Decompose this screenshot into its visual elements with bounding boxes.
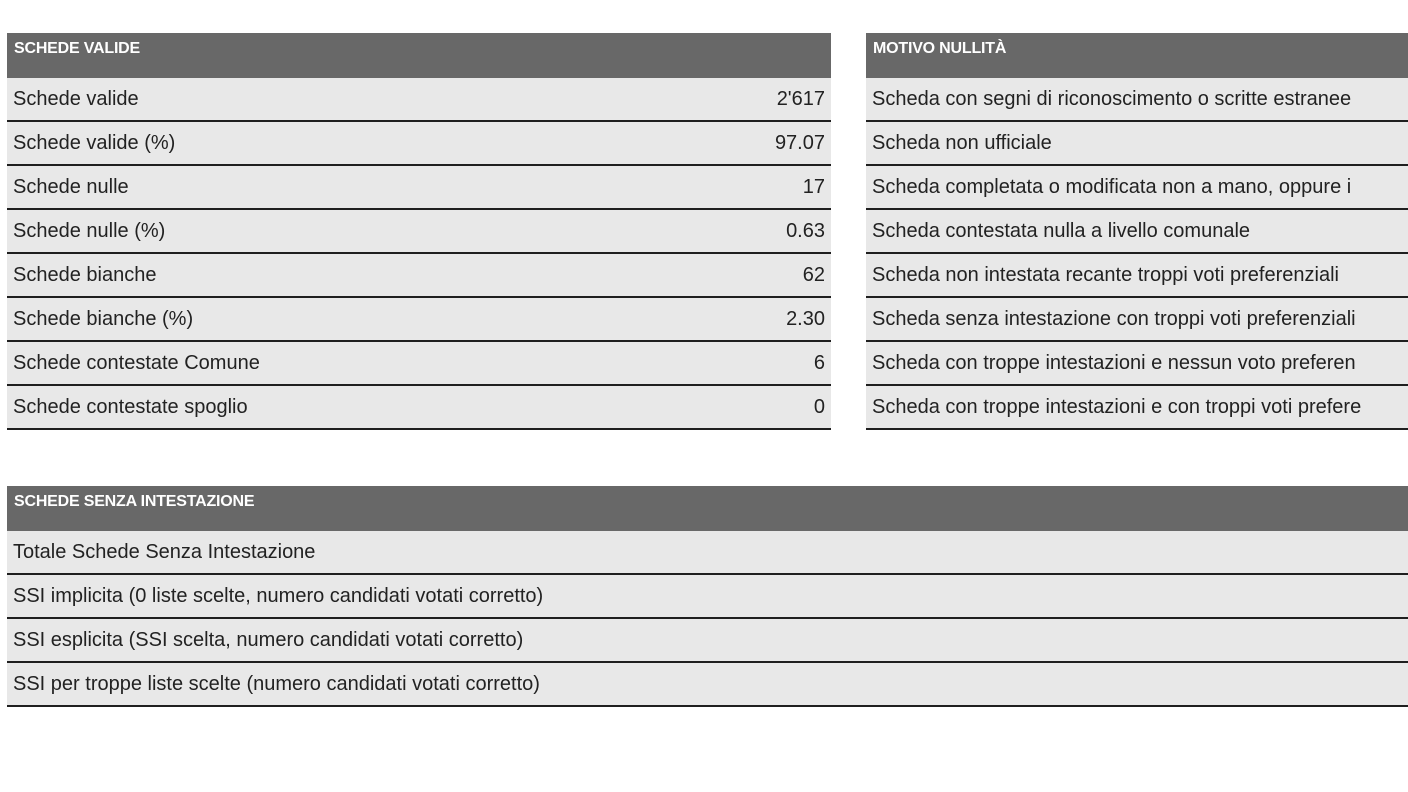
row-label: Schede valide bbox=[13, 87, 139, 110]
row-label: Scheda contestata nulla a livello comunale bbox=[872, 219, 1251, 242]
row-value: 0.63 bbox=[786, 219, 825, 242]
table-row bbox=[866, 122, 1408, 166]
row-label: Schede bianche (%) bbox=[13, 307, 194, 330]
row-value: 2'617 bbox=[776, 87, 825, 110]
row-label: Schede bianche bbox=[13, 263, 157, 286]
row-label: Schede contestate spoglio bbox=[13, 395, 248, 418]
row-label: Schede valide (%) bbox=[13, 131, 176, 154]
motivo-nullita-header: MOTIVO NULLITÀ bbox=[866, 33, 1408, 78]
table-row bbox=[7, 166, 831, 210]
row-label: Scheda non intestata recante troppi voti preferenziali bbox=[872, 263, 1339, 286]
row-label: SSI esplicita (SSI scelta, numero candidati votati corretto) bbox=[13, 628, 524, 651]
motivo-nullita-table bbox=[866, 33, 1408, 430]
row-label: Scheda con troppe intestazioni e nessun voto preferen bbox=[872, 351, 1356, 374]
table-row bbox=[7, 78, 831, 122]
row-label: Scheda con segni di riconoscimento o scritte estranee bbox=[872, 87, 1352, 110]
table-row bbox=[7, 619, 1408, 663]
table-row bbox=[7, 210, 831, 254]
row-label: SSI implicita (0 liste scelte, numero candidati votati corretto) bbox=[13, 584, 544, 607]
table-row bbox=[866, 254, 1408, 298]
row-label: Totale Schede Senza Intestazione bbox=[13, 540, 316, 563]
row-label: Scheda senza intestazione con troppi voti preferenziali bbox=[872, 307, 1356, 330]
row-label: SSI per troppe liste scelte (numero candidati votati corretto) bbox=[13, 672, 540, 695]
table-row bbox=[7, 575, 1408, 619]
table-row bbox=[866, 342, 1408, 386]
row-label: Schede nulle bbox=[13, 175, 129, 198]
row-value: 2.30 bbox=[786, 307, 825, 330]
table-row bbox=[866, 298, 1408, 342]
table-row bbox=[866, 386, 1408, 430]
row-value: 0 bbox=[813, 395, 825, 418]
row-value: 62 bbox=[802, 263, 825, 286]
table-row bbox=[7, 254, 831, 298]
schede-senza-intestazione-header: SCHEDE SENZA INTESTAZIONE bbox=[7, 486, 1408, 531]
table-row bbox=[866, 78, 1408, 122]
table-row bbox=[7, 663, 1408, 707]
schede-valide-table bbox=[7, 33, 831, 430]
schede-senza-intestazione-table bbox=[7, 486, 1408, 707]
table-row bbox=[7, 342, 831, 386]
schede-valide-header: SCHEDE VALIDE bbox=[7, 33, 831, 78]
table-row bbox=[7, 386, 831, 430]
row-label: Scheda con troppe intestazioni e con troppi voti prefere bbox=[872, 395, 1362, 418]
table-row bbox=[7, 298, 831, 342]
table-row bbox=[866, 166, 1408, 210]
row-label: Schede nulle (%) bbox=[13, 219, 166, 242]
row-value: 17 bbox=[802, 175, 825, 198]
table-row bbox=[7, 531, 1408, 575]
row-value: 97.07 bbox=[774, 131, 825, 154]
table-row bbox=[866, 210, 1408, 254]
row-label: Scheda completata o modificata non a mano, oppure i bbox=[872, 175, 1352, 198]
table-row bbox=[7, 122, 831, 166]
row-label: Schede contestate Comune bbox=[13, 351, 260, 374]
row-value: 6 bbox=[813, 351, 825, 374]
row-label: Scheda non ufficiale bbox=[872, 131, 1052, 154]
